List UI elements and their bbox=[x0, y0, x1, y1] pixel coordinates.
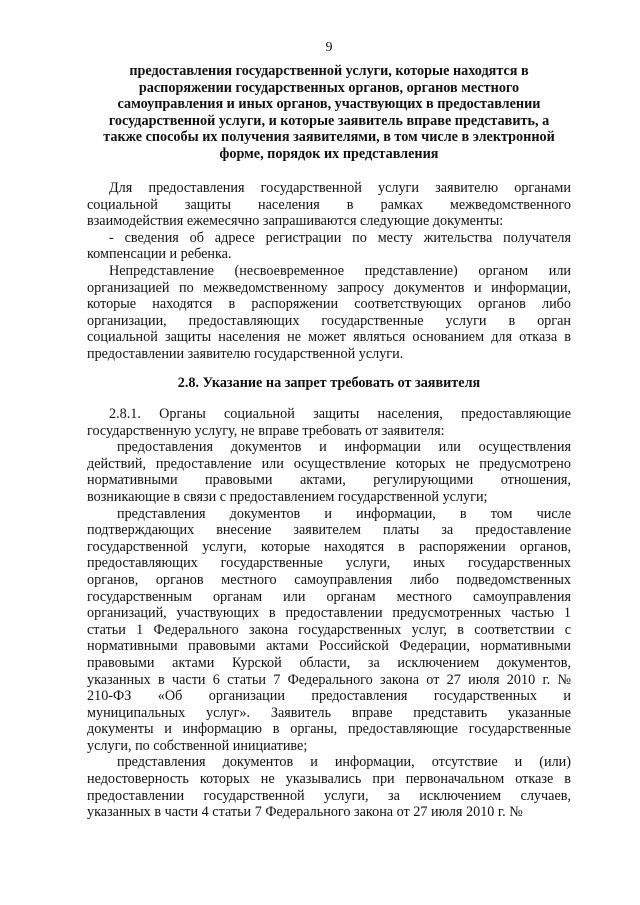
text-line: организацией по межведомственному запросу документов и информации, bbox=[87, 279, 571, 296]
heading-line: форме, порядок их представления bbox=[219, 145, 439, 162]
text-line: компенсации и ребенка. bbox=[87, 246, 232, 263]
paragraph bbox=[87, 754, 571, 820]
heading-line: государственной услуги, и которые заявитель вправе представить, а bbox=[108, 112, 550, 129]
text-line: подтверждающих внесение заявителем платы за предоставление bbox=[87, 522, 571, 539]
text-line: организации, предоставляющих государственные услуги в орган bbox=[87, 312, 571, 329]
text-line: Непредставление (несвоевременное представление) органом или bbox=[109, 262, 571, 279]
text-line: 2.8.1. Органы социальной защиты населения, предоставляющие bbox=[109, 406, 571, 422]
section-heading bbox=[87, 63, 571, 163]
text-line: государственную услугу, не вправе требовать от заявителя: bbox=[87, 422, 445, 439]
text-line: взаимодействия ежемесячно запрашиваются следующие документы: bbox=[87, 213, 504, 230]
text-line: недостоверность которых не указывались при первоначальном отказе в bbox=[87, 771, 571, 788]
paragraph bbox=[87, 506, 571, 755]
heading-line: распоряжении государственных органов, органов местного bbox=[138, 79, 520, 96]
text-line: 210-ФЗ «Об организации предоставления государственных и bbox=[87, 688, 571, 705]
heading-line: самоуправления и иных органов, участвующих в предоставлении bbox=[117, 96, 541, 113]
paragraph bbox=[87, 406, 571, 439]
section-title: 2.8. Указание на запрет требовать от заявителя bbox=[177, 375, 481, 391]
text-line: предоставления документов и информации или осуществления bbox=[117, 439, 571, 456]
paragraph bbox=[87, 230, 571, 263]
text-line: государственным органам или органам местного самоуправления bbox=[87, 588, 571, 605]
text-line: - сведения об адресе регистрации по месту жительства получателя bbox=[109, 229, 571, 246]
text-line: нормативными правовыми актами, регулирующими отношения, bbox=[87, 472, 571, 489]
documents-request-block bbox=[87, 180, 571, 363]
text-line: представления документов и информации, в том числе bbox=[117, 505, 571, 522]
paragraph bbox=[87, 439, 571, 505]
heading-line: предоставления государственной услуги, которые находятся в bbox=[129, 63, 529, 79]
text-line: правовыми актами Курской области, за исключением документов, bbox=[87, 654, 571, 671]
text-line: действий, предоставление или осуществление которых не предусмотрено bbox=[87, 455, 571, 472]
text-line: представления документов и информации, отсутствие и (или) bbox=[117, 754, 571, 771]
text-line: предоставлении заявителю государственной услуги. bbox=[87, 345, 404, 362]
text-line: возникающие в связи с предоставлением государственной услуги; bbox=[87, 488, 488, 505]
text-line: указанных в части 4 статьи 7 Федерального закона от 27 июля 2010 г. № bbox=[87, 804, 523, 821]
heading-line: также способы их получения заявителями, в том числе в электронной bbox=[103, 129, 555, 146]
text-line: органов, органов местного самоуправления либо подведомственных bbox=[87, 571, 571, 588]
text-line: услуги, по собственной инициативе; bbox=[87, 737, 308, 754]
text-line: указанных в части 6 статьи 7 Федерального закона от 27 июля 2010 г. № bbox=[87, 671, 571, 688]
text-line: нормативными правовыми актами Российской Федерации, нормативными bbox=[87, 638, 571, 655]
text-line: социальной защиты населения в рамках межведомственного bbox=[87, 196, 571, 213]
prohibition-block bbox=[87, 406, 571, 821]
text-line: предоставлении государственной услуги, за исключением случаев, bbox=[87, 787, 571, 804]
text-line: муниципальных услуг». Заявитель вправе представить указанные bbox=[87, 704, 571, 721]
paragraph bbox=[87, 263, 571, 363]
page-number: 9 bbox=[325, 40, 333, 55]
text-line: государственной услуги, которые находятся в распоряжении органов, bbox=[87, 538, 571, 555]
text-line: предоставляющих государственные услуги, иных государственных bbox=[87, 555, 571, 572]
text-line: документы и информацию в органы, предоставляющие государственные bbox=[87, 721, 571, 738]
text-line: социальной защиты населения не может являться основанием для отказа в bbox=[87, 329, 571, 346]
paragraph bbox=[87, 180, 571, 230]
text-line: Для предоставления государственной услуги заявителю органами bbox=[109, 180, 571, 196]
text-line: статьи 1 Федерального закона государственных услуг, в соответствии с bbox=[87, 621, 571, 638]
text-line: которые находятся в распоряжении соответствующих органов либо bbox=[87, 296, 571, 313]
text-line: организаций, участвующих в предоставлении предусмотренных частью 1 bbox=[87, 605, 571, 622]
